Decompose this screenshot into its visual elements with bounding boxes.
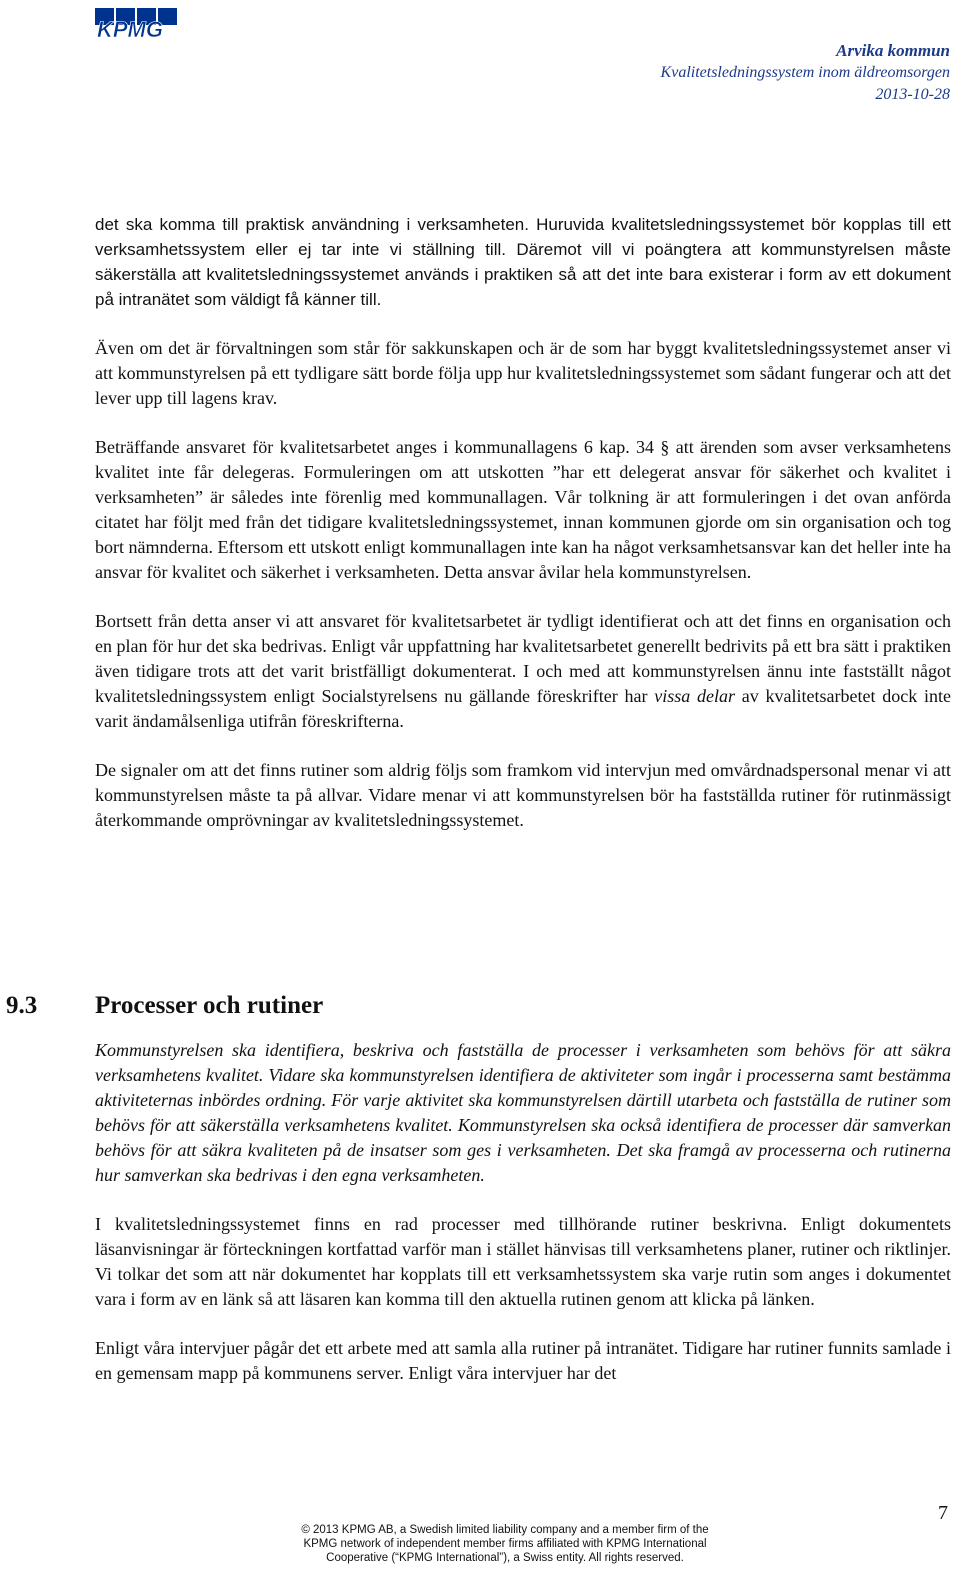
paragraph: Även om det är förvaltningen som står för sakkunskapen och är de som har byggt kvalitetsledningssystemet anser vi att kommunstyrelsen på ett tydligare sätt borde följa upp hur kvalitetsledningssystemet som sådant fungerar och att det lever upp till lagens krav.	[95, 338, 951, 408]
page-header	[661, 40, 950, 106]
paragraph	[95, 609, 951, 734]
section-quote: Kommunstyrelsen ska identifiera, beskriva och fastställa de processer i verksamheten som behövs för att säkra verksamhetens kvalitet. Vidare ska kommunstyrelsen identifiera de aktiviteter som ingår i processerna samt bestämma aktiviteternas inbördes ordning. För varje aktivitet ska kommunstyrelsen därtill utarbeta och fastställa de rutiner som behövs för att säkerställa verksamhetens kvalitet. Kommunstyrelsen ska också identifiera de processer där samverkan behövs för att säkra kvaliteten på de insatser som ges i verksamheten. Det ska framgå av processerna och rutinerna hur samverkan ska bedrivas i den egna verksamheten.	[95, 1040, 951, 1185]
header-date: 2013-10-28	[875, 86, 950, 103]
header-organization: Arvika kommun	[836, 41, 950, 60]
footer-line: © 2013 KPMG AB, a Swedish limited liability company and a member firm of the	[301, 1524, 709, 1536]
paragraph: De signaler om att det finns rutiner som aldrig följs som framkom vid intervjun med omvårdnadspersonal menar vi att kommunstyrelsen måste ta på allvar. Vidare menar vi att kommunstyrelsen bör ha fastställda rutiner för rutinmässigt återkommande omprövningar av kvalitetsledningssystemet.	[95, 760, 951, 830]
section-body	[95, 1038, 951, 1410]
footer-line: Cooperative (“KPMG International”), a Swiss entity. All rights reserved.	[326, 1552, 684, 1564]
paragraph: Beträffande ansvaret för kvalitetsarbetet anges i kommunallagens 6 kap. 34 § att ärenden som avser verksamhetens kvalitet inte får delegeras. Formuleringen om att utskotten ”har ett delegerat ansvar för säkerhet och kvalitet i verksamheten” är således inte förenlig med kommunallagen. Vår tolkning är att formuleringen i det ovan anförda citatet har följt med från det tidigare kvalitetsledningssystemet, innan kommunen gjorde om sin organisation och tog bort nämnderna. Eftersom ett utskott enligt kommunallagen inte kan ha något verksamhetsansvar kan det heller inte ha ansvar för kvalitet och säkerhet i verksamheten. Detta ansvar åvilar hela kommunstyrelsen.	[95, 437, 951, 582]
paragraph-text: av kvalitetsarbetet dock inte varit ändamålsenliga utifrån föreskrifterna.	[95, 686, 952, 731]
section-title: Processer och rutiner	[95, 992, 324, 1019]
page-footer	[270, 1523, 740, 1565]
footer-line: KPMG network of independent member firms affiliated with KPMG International	[303, 1538, 707, 1550]
svg-text:KPMG: KPMG	[97, 17, 163, 40]
paragraph-text: Bortsett från detta anser vi att ansvaret för kvalitetsarbetet är tydligt identifierat och att det finns en organisation och en plan för hur det ska bedrivas. Enligt vår uppfattning har kvalitetsarbetet generellt bedrivits på ett bra sätt i praktiken även tidigare trots att det varit bristfälligt dokumenterat. I och med att kommunstyrelsen ännu inte fastställt något kvalitetsledningssystem enligt Socialstyrelsens nu gällande föreskrifter har	[95, 611, 951, 706]
paragraph: I kvalitetsledningssystemet finns en rad processer med tillhörande rutiner beskrivna. Enligt dokumentets läsanvisningar är förteckningen kortfattad varför man i stället hänvisas till verksamhetens planer, rutiner och riktlinjer. Vi tolkar det som att när dokumentet har kopplats till ett verksamhetssystem ska varje rutin som anges i dokumentet vara i form av en länk så att läsaren kan komma till den aktuella rutinen genom att klicka på länken.	[95, 1214, 951, 1309]
body-text	[95, 212, 951, 857]
intro-part-2: Däremot vill vi poängtera att kommunstyrelsen måste säkerställa att kvalitetsledningssystemet används i praktiken så att det inte bara existerar i form av ett dokument på intranätet som väldigt få känner till.	[95, 240, 951, 309]
emphasis-text: vissa delar	[654, 686, 736, 706]
kpmg-logo	[93, 6, 183, 40]
intro-paragraph	[95, 212, 951, 312]
paragraph: Enligt våra intervjuer pågår det ett arbete med att samla alla rutiner på intranätet. Tidigare har rutiner funnits samlade i en gemensam mapp på kommunens server. Enligt våra intervjuer har det	[95, 1338, 951, 1383]
page-number: 7	[938, 1502, 948, 1524]
intro-part-1: det ska komma till praktisk användning i verksamheten. Huruvida kvalitetsledningssystemet bör kopplas till ett verksamhetssystem eller ej tar inte vi ställning till.	[95, 215, 951, 259]
section-number: 9.3	[6, 992, 38, 1019]
header-document-title: Kvalitetsledningssystem inom äldreomsorgen	[660, 64, 950, 81]
